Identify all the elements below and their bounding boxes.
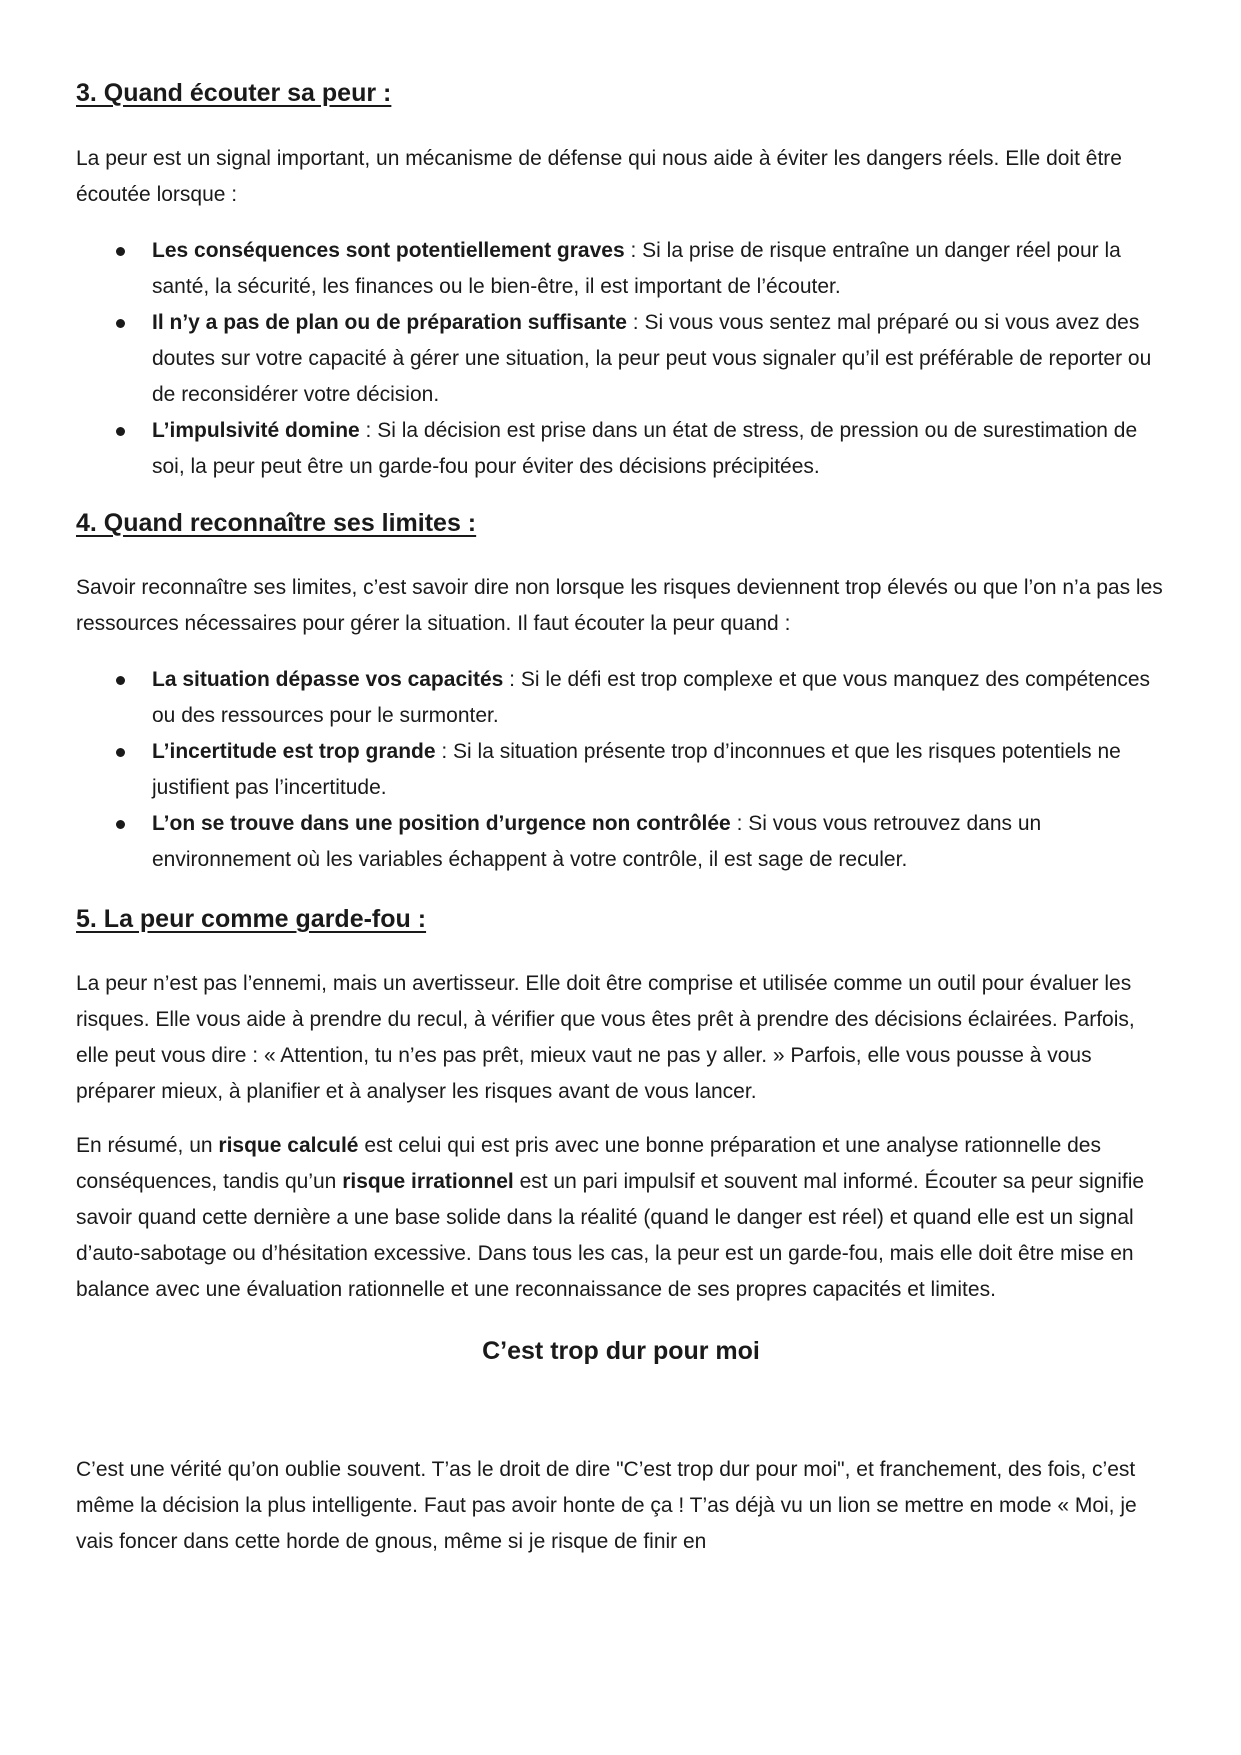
list-item-bold: Les conséquences sont potentiellement graves xyxy=(152,239,625,262)
list-item-bold: L’incertitude est trop grande xyxy=(152,740,436,763)
list-item-bold: L’impulsivité domine xyxy=(152,419,360,442)
list-item-text: : Si la décision est prise dans un état de stress, de pression ou de surestimation de soi, la peur peut être un garde-fou pour éviter des décisions précipitées. xyxy=(152,419,1138,478)
list-item-text: : Si vous vous sentez mal préparé ou si vous avez des doutes sur votre capacité à gérer une situation, la peur peut vous signaler qu’il est préférable de reporter ou de reconsidérer votre décision. xyxy=(152,311,1152,406)
document-page xyxy=(76,74,1166,1560)
text-run: est celui qui est pris avec une bonne préparation et une analyse rationnelle des conséquences, tandis qu’un xyxy=(76,1134,1101,1193)
section-3-title: 3. Quand écouter sa peur : xyxy=(76,79,392,107)
chapter-paragraph-1: C’est une vérité qu’on oublie souvent. T’as le droit de dire "C’est trop dur pour moi", et franchement, des fois, c’est même la décision la plus intelligente. Faut pas avoir honte de ça ! T’as déjà vu un lion se mettre en mode « Moi, je vais foncer dans cette horde de gnous, même si je risque de finir en xyxy=(76,1458,1137,1553)
text-run: est un pari impulsif et souvent mal informé. Écouter sa peur signifie savoir quand cette dernière a une base solide dans la réalité (quand le danger est réel) et quand elle est un signal d’auto-sabotage ou d’hésitation excessive. Dans tous les cas, la peur est un garde-fou, mais elle doit être mise en balance avec une évaluation rationnelle et une reconnaissance de ses propres capacités et limites. xyxy=(76,1170,1145,1301)
section-5-paragraph-1: La peur n’est pas l’ennemi, mais un avertisseur. Elle doit être comprise et utilisée comme un outil pour évaluer les risques. Elle vous aide à prendre du recul, à vérifier que vous êtes prêt à prendre des décisions éclairées. Parfois, elle peut vous dire : « Attention, tu n’es pas prêt, mieux vaut ne pas y aller. » Parfois, elle vous pousse à vous préparer mieux, à planifier et à analyser les risques avant de vous lancer. xyxy=(76,972,1135,1103)
list-item xyxy=(152,734,1166,806)
section-3-intro: La peur est un signal important, un mécanisme de défense qui nous aide à éviter les dangers réels. Elle doit être écoutée lorsque : xyxy=(76,147,1122,206)
list-item-text: : Si la situation présente trop d’inconnues et que les risques potentiels ne justifient pas l’incertitude. xyxy=(152,740,1121,799)
list-item-bold: Il n’y a pas de plan ou de préparation suffisante xyxy=(152,311,627,334)
section-5-paragraph-2 xyxy=(76,1128,1166,1308)
section-4-intro: Savoir reconnaître ses limites, c’est savoir dire non lorsque les risques deviennent trop élevés ou que l’on n’a pas les ressources nécessaires pour gérer la situation. Il faut écouter la peur quand : xyxy=(76,576,1163,635)
list-item-bold: L’on se trouve dans une position d’urgence non contrôlée xyxy=(152,812,731,835)
list-item xyxy=(152,233,1166,305)
section-4-title: 4. Quand reconnaître ses limites : xyxy=(76,509,477,537)
list-item xyxy=(152,413,1166,485)
chapter-title: C’est trop dur pour moi xyxy=(482,1337,760,1365)
risque-irrationnel-term: risque irrationnel xyxy=(342,1170,514,1193)
list-item xyxy=(152,305,1166,413)
list-item xyxy=(152,662,1166,734)
section-3-list xyxy=(76,233,1166,485)
section-5-title: 5. La peur comme garde-fou : xyxy=(76,905,427,933)
list-item xyxy=(152,806,1166,878)
list-item-bold: La situation dépasse vos capacités xyxy=(152,668,504,691)
text-run: En résumé, un xyxy=(76,1134,219,1157)
list-item-text: : Si la prise de risque entraîne un danger réel pour la santé, la sécurité, les finances ou le bien-être, il est important de l’écouter. xyxy=(152,239,1121,298)
list-item-text: : Si le défi est trop complexe et que vous manquez des compétences ou des ressources pour le surmonter. xyxy=(152,668,1151,727)
risque-calcule-term: risque calculé xyxy=(218,1134,359,1157)
section-4-list xyxy=(76,662,1166,878)
list-item-text: : Si vous vous retrouvez dans un environnement où les variables échappent à votre contrôle, il est sage de reculer. xyxy=(152,812,1042,871)
